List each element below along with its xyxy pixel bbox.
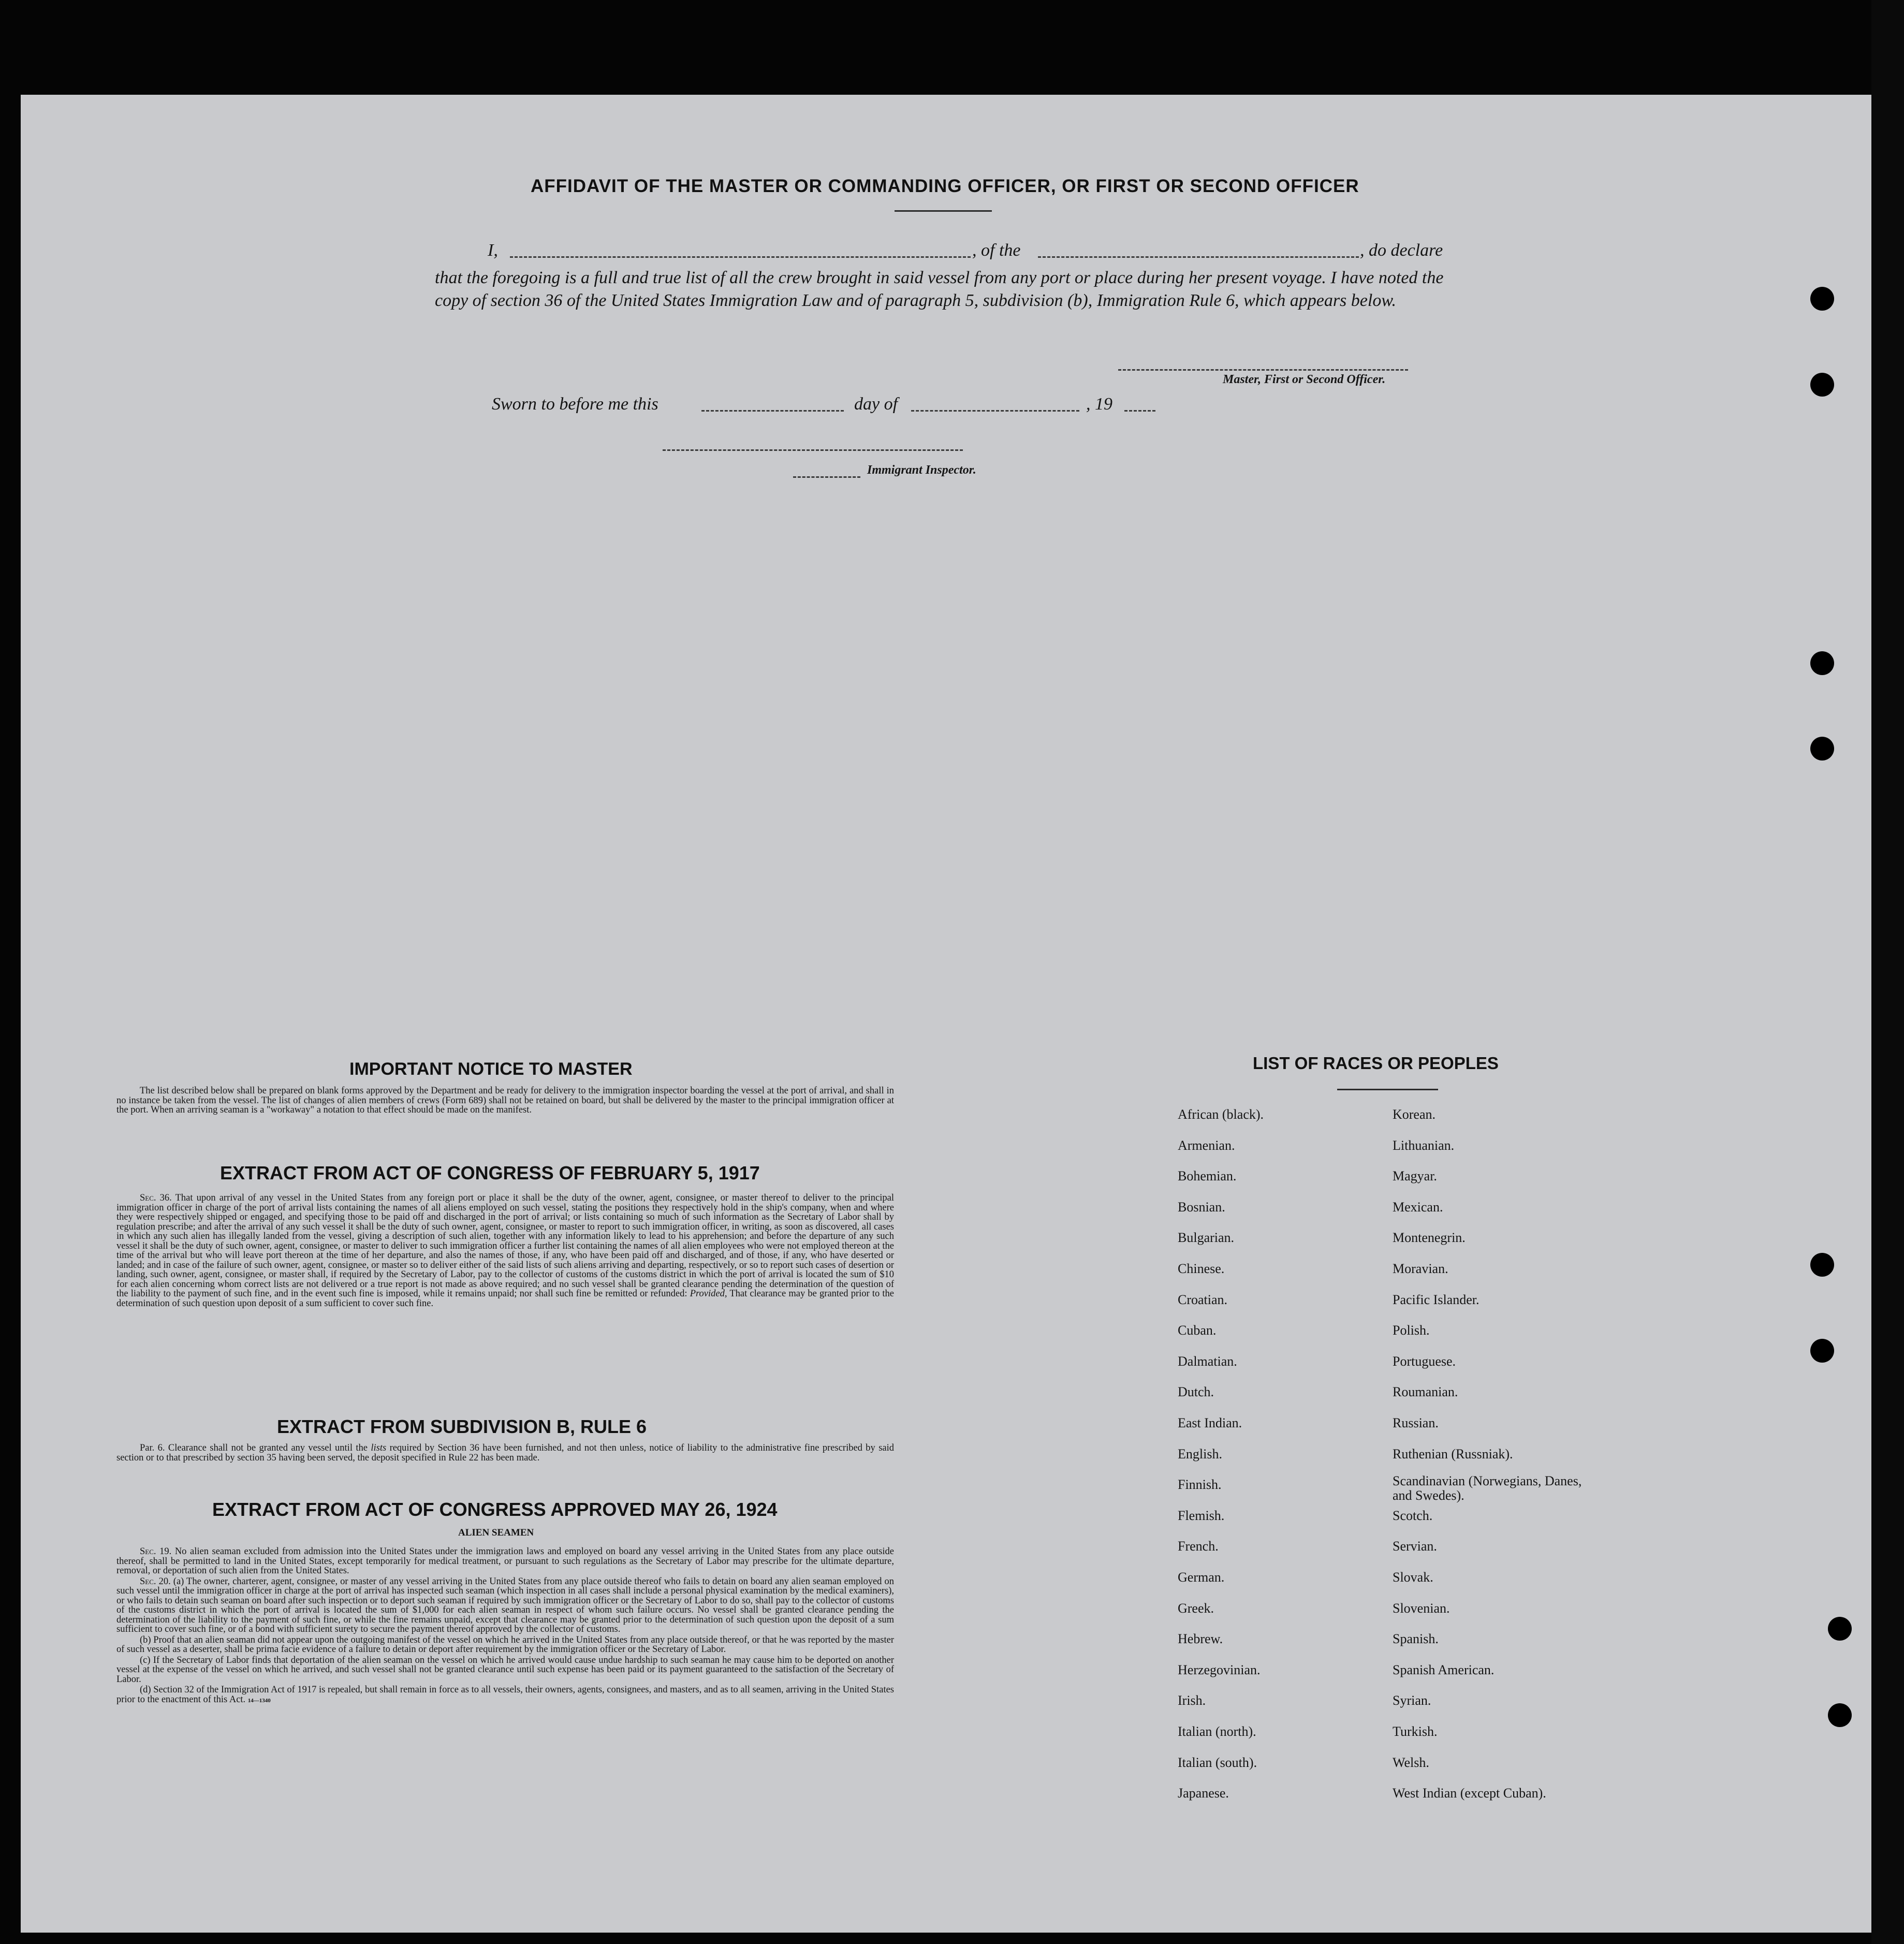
race-item: German. (1178, 1570, 1225, 1585)
inspector-label: Immigrant Inspector. (867, 463, 976, 477)
affidavit-statement: that the foregoing is a full and true list of all the crew brought in said vessel from any port or place during her present voyage. I have noted the copy of section 36 of the United States Immigration Law and of paragraph 5, subdivision (b), Immigration Rule 6, which appears below. (435, 268, 1444, 310)
race-item: Bohemian. (1178, 1168, 1237, 1184)
sworn-year-blank[interactable] (1124, 410, 1155, 412)
races-title: LIST OF RACES OR PEOPLES (1253, 1054, 1499, 1073)
race-item: Lithuanian. (1393, 1137, 1455, 1153)
alien-seamen-subtitle: ALIEN SEAMEN (458, 1527, 534, 1538)
rule6-text-b: required by Section 36 have been furnished, and not then unless, notice of liability to the administrative fine prescribed by said section or to that prescribed by section 35 having been served, the deposit specified in Rule 22 has been made. (116, 1443, 895, 1463)
top-margin (0, 0, 1904, 95)
extract-1924-text (116, 1547, 894, 1706)
subsection-b: (b) Proof that an alien seaman did not appear upon the outgoing manifest of the vessel on which he arrived in the United States from any place outside thereof, or that he was reported by the master of such vessel as a deserter, shall be prima facie evidence of a failure to detain or deport after requirement by the immigration officer or the Secretary of Labor. (116, 1634, 894, 1655)
inspector-signature-line[interactable] (663, 449, 963, 451)
day-of-label: day of (854, 394, 898, 414)
race-item: Irish. (1178, 1693, 1206, 1708)
notice-text (116, 1086, 894, 1116)
sec-20-label: Sec. 20. (140, 1576, 171, 1587)
race-item: Mexican. (1393, 1199, 1443, 1215)
extract-rule6-text (116, 1443, 894, 1464)
section-19-paragraph (116, 1547, 894, 1576)
race-item: Russian. (1393, 1415, 1439, 1430)
binder-hole (1810, 373, 1834, 397)
race-item: Greek. (1178, 1600, 1214, 1616)
sec-36-label: Sec. 36. (140, 1193, 172, 1203)
notice-paragraph: The list described below shall be prepared on blank forms approved by the Department and be ready for delivery to the immigration inspector boarding the vessel at the port of arrival, and shall in no instance be taken from the vessel. The list of changes of alien members of crews (Form 689) shall not be retained on board, but shall be delivered by the master to the principal immigration officer at the port. When an arriving seaman is a "workaway" a notation to that effect should be made on the manifest. (116, 1086, 894, 1115)
race-item: English. (1178, 1446, 1222, 1461)
sworn-label: Sworn to before me this (492, 394, 658, 414)
par-6-label: Par. 6. (140, 1443, 165, 1453)
sec-36-end: That clearance may be granted prior to the determination of such question upon deposit of a sum sufficient to cover such fine. (116, 1289, 895, 1309)
race-item: Cuban. (1178, 1323, 1217, 1338)
race-item: Finnish. (1178, 1477, 1222, 1493)
section-20-paragraph (116, 1577, 894, 1634)
race-item: Bosnian. (1178, 1199, 1225, 1215)
section-36-paragraph (116, 1193, 894, 1308)
race-item: Bulgarian. (1178, 1230, 1235, 1246)
race-item: Croatian. (1178, 1292, 1228, 1307)
sec-20-body: (a) The owner, charterer, agent, consignee, or master of any vessel arriving in the United States from any place outside thereof who fails to detain on board any alien seaman employed on such vessel until the immigration officer in charge at the port of arrival has inspected such seaman (which inspection in all cases shall include a personal physical examination by the medical examiners), or who fails to detain such seaman on board after such inspection or to deport such seaman if required by such immigration officer or the Secretary of Labor to do so, shall pay to the collector of customs of the customs district in which the port of arrival is located the sum of $1,000 for each alien seaman in respect of whom such failure occurs. No vessel shall be granted clearance pending the determination of the liability to the payment of such fine, or while the fine remains unpaid, except that clearance may be granted prior to the determination of such question upon the deposit of a sum sufficient to cover such fine, or of a bond with sufficient surety to secure the payment thereof approved by the collector of customs. (116, 1576, 894, 1634)
extract-rule6-title: EXTRACT FROM SUBDIVISION B, RULE 6 (277, 1416, 647, 1437)
race-item: French. (1178, 1539, 1219, 1554)
affidavit-title: AFFIDAVIT OF THE MASTER OR COMMANDING OFFICER, OR FIRST OR SECOND OFFICER (531, 176, 1359, 196)
binder-hole (1810, 737, 1834, 761)
master-signature-label: Master, First or Second Officer. (1223, 373, 1386, 386)
race-item: Armenian. (1178, 1137, 1235, 1153)
binder-hole (1810, 651, 1834, 675)
race-item: Hebrew. (1178, 1631, 1223, 1647)
race-item: Portuguese. (1393, 1353, 1456, 1369)
binder-hole (1828, 1703, 1852, 1727)
subsection-c: (c) If the Secretary of Labor finds that deportation of the alien seaman on the vessel on which he arrived would cause undue hardship to such seaman he may cause him to be deported on another vessel at the expense of the vessel on which he arrived, and such vessel shall not be granted clearance until such expense has been paid or its payment guaranteed to the satisfaction of the Secretary of Labor. (116, 1655, 894, 1685)
race-item: Syrian. (1393, 1693, 1431, 1708)
do-declare-label: , do declare (1360, 241, 1443, 260)
rule6-text-a: Clearance shall not be granted any vessel until the (168, 1443, 368, 1453)
sworn-month-blank[interactable] (911, 410, 1079, 412)
race-item: Herzegovinian. (1178, 1662, 1261, 1677)
extract-1917-title: EXTRACT FROM ACT OF CONGRESS OF FEBRUARY 5, 1917 (220, 1162, 760, 1183)
race-item: Welsh. (1393, 1755, 1429, 1770)
right-margin (1871, 0, 1904, 1944)
race-item: Spanish. (1393, 1631, 1439, 1647)
title-underline (895, 210, 992, 212)
race-item: African (black). (1178, 1107, 1264, 1122)
inspector-signature-line-short[interactable] (793, 476, 860, 478)
race-item: Moravian. (1393, 1261, 1448, 1276)
sec-19-label: Sec. 19. (140, 1546, 172, 1557)
extract-1924-title: EXTRACT FROM ACT OF CONGRESS APPROVED MAY 26, 1924 (212, 1499, 778, 1520)
provided-label: Provided, (690, 1289, 727, 1299)
race-item: Slovak. (1393, 1570, 1433, 1585)
form-number: 14—1340 (247, 1697, 271, 1704)
race-item: Magyar. (1393, 1168, 1437, 1184)
vessel-name-blank[interactable] (1038, 256, 1359, 258)
race-item: Dalmatian. (1178, 1353, 1237, 1369)
declarant-prefix: I, (488, 241, 498, 260)
year-label: , 19 (1086, 394, 1112, 414)
declarant-name-blank[interactable] (510, 256, 971, 258)
master-signature-line[interactable] (1118, 369, 1408, 371)
race-item: Roumanian. (1393, 1384, 1458, 1400)
sworn-day-blank[interactable] (701, 410, 844, 412)
binder-hole (1810, 1339, 1834, 1363)
sec-19-body: No alien seaman excluded from admission into the United States under the immigration laws and employed on board any vessel arriving in the United States from any place outside thereof, shall be permitted to land in the United States, except temporarily for medical treatment, or pursuant to such regulations as the Secretary of Labor may prescribe for the ultimate departure, removal, or deportation of such alien from the United States. (116, 1546, 895, 1576)
sec-36-body: That upon arrival of any vessel in the United States from any foreign port or place it shall be the duty of the owner, agent, consignee, or master thereof to deliver to the principal immigration officer in charge of the port of arrival lists containing the names of all aliens employed on such vessel, stating the positions they respectively hold in the ship's company, when and where they were respectively shipped or engaged, and specifying those to be paid off and discharged in the port of arrival; or lists containing so much of such information as the Secretary of Labor shall by regulation prescribe; and after the arrival of any such vessel it shall be the duty of such owner, agent, consignee, or master to report to such immigration officer, in writing, as soon as discovered, all cases in which any such alien has illegally landed from the vessel, giving a description of such alien, together with any information likely to lead to his apprehension; and before the departure of any such vessel it shall be the duty of such owner, agent, consignee, or master to deliver to such immigration officer a further list containing the names of all alien employees who were not employed thereon at the time of the arrival but who will leave port thereon at the time of her departure, and also the names of those, if any, who have been paid off and discharged, and of those, if any, who have deserted or landed; and in case of the failure of such owner, agent, consignee, or master so to deliver either of the said lists of such aliens arriving and departing, respectively, or so to report such cases of desertion or landing, such owner, agent, consignee, or master shall, if required by the Secretary of Labor, pay to the collector of customs of the customs district in which the port of arrival is located the sum of $10 for each alien concerning whom correct lists are not delivered or a true report is not made as above required; and no such vessel shall be granted clearance pending the determination of the question of the liability to the payment of such fine, and in the event such fine is imposed, while it remains unpaid; nor shall such fine be remitted or refunded: (116, 1193, 895, 1299)
notice-title: IMPORTANT NOTICE TO MASTER (349, 1059, 633, 1079)
race-item: Scandinavian (Norwegians, Danes, and Swedes). (1393, 1473, 1582, 1503)
race-item: Pacific Islander. (1393, 1292, 1480, 1307)
race-item: East Indian. (1178, 1415, 1242, 1430)
race-item: Italian (south). (1178, 1755, 1257, 1770)
race-item: Italian (north). (1178, 1724, 1256, 1739)
binder-hole (1828, 1617, 1852, 1641)
race-item: Spanish American. (1393, 1662, 1495, 1677)
race-item: Polish. (1393, 1323, 1430, 1338)
race-item: Korean. (1393, 1107, 1436, 1122)
of-the-label: , of the (972, 241, 1021, 260)
lists-label: lists (371, 1443, 387, 1453)
race-item: Servian. (1393, 1539, 1437, 1554)
race-item: West Indian (except Cuban). (1393, 1786, 1546, 1801)
subsection-d (116, 1685, 894, 1705)
rule6-paragraph (116, 1443, 894, 1463)
binder-hole (1810, 1253, 1834, 1277)
race-item: Ruthenian (Russniak). (1393, 1446, 1513, 1461)
race-item: Montenegrin. (1393, 1230, 1466, 1246)
binder-hole (1810, 287, 1834, 311)
race-item: Slovenian. (1393, 1600, 1450, 1616)
race-item: Japanese. (1178, 1786, 1229, 1801)
subsection-d-text: (d) Section 32 of the Immigration Act of 1917 is repealed, but shall remain in force as to all vessels, their owners, agents, consignees, and masters, and as to all seamen, arriving in the United States prior to the enactment of this Act. (116, 1685, 894, 1705)
race-item: Flemish. (1178, 1508, 1225, 1523)
races-title-underline (1337, 1089, 1438, 1090)
race-item: Scotch. (1393, 1508, 1433, 1523)
race-item: Turkish. (1393, 1724, 1438, 1739)
extract-1917-text (116, 1193, 894, 1309)
race-item: Chinese. (1178, 1261, 1225, 1276)
race-item: Dutch. (1178, 1384, 1214, 1400)
